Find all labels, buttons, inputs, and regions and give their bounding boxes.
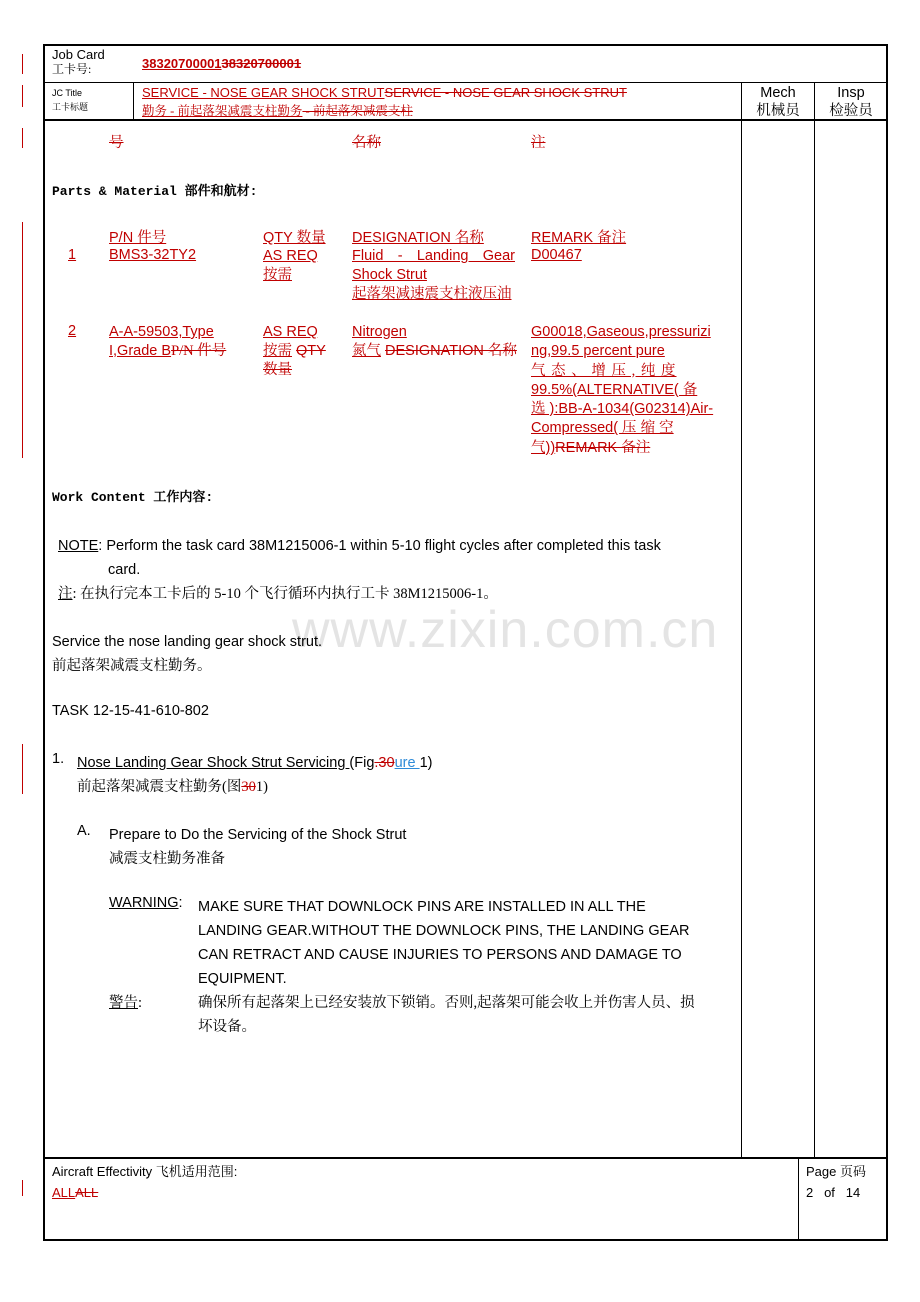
insp-column-header: Insp 检验员 (829, 85, 873, 119)
warning-text: MAKE SURE THAT DOWNLOCK PINS ARE INSTALLED IN ALL THE LANDING GEAR.WITHOUT THE DOWNLOCK PINS, THE LANDING GEAR CAN RETRACT AND CAUSE INJURIES TO PERSONS AND DAMAGE TO EQUIPMENT. (198, 899, 690, 987)
carryover-col3: 注 (531, 135, 546, 151)
revision-bar (22, 85, 23, 107)
part-row-number: 2 (68, 323, 77, 339)
part-pn: BMS3-32TY2 (109, 247, 197, 263)
note: NOTE: Perform the task card 38M1215006-1 within 5-10 flight cycles after completed this task card. 注: 在执行完本工卡后的 5-10 个飞行循环内执行工卡 38M1215006-1。 (58, 538, 661, 602)
part-qty: AS REQ 按需 QTY 数量 (263, 324, 326, 378)
col-remark-header: REMARK 备注 (531, 230, 627, 246)
warning-cn-text: 确保所有起落架上已经安装放下锁销。否则,起落架可能会收上并伤害人员、损 坏设备。 (198, 995, 695, 1035)
carryover-col1: 号 (109, 135, 124, 151)
col-pn-header: P/N 件号 (109, 230, 167, 246)
warning-label: WARNING: (109, 895, 183, 911)
revision-bar (22, 744, 23, 794)
part-designation: Nitrogen 氮气 DESIGNATION 名称 (352, 324, 517, 359)
revision-bar (22, 1180, 23, 1196)
step-a-title: Prepare to Do the Servicing of the Shock Strut 减震支柱勤务准备 (109, 827, 407, 867)
step-a-number: A. (77, 823, 91, 839)
jc-title: SERVICE - NOSE GEAR SHOCK STRUTSERVICE - NOSE GEAR SHOCK STRUT 勤务 - 前起落架减震支柱勤务 - 前起落架减震支柱 (142, 85, 627, 118)
jc-title-label: JC Title 工卡标题 (52, 88, 89, 112)
part-qty: AS REQ 按需 (263, 248, 318, 283)
job-card-number: 3832070000138320700001 (142, 56, 302, 71)
revision-bar (22, 54, 23, 74)
warning-cn-label: 警告: (109, 995, 143, 1011)
carryover-col2: 名称 (352, 135, 381, 151)
step-1-title: Nose Landing Gear Shock Strut Servicing (Fig.30ure 1) 前起落架减震支柱勤务(图301) (77, 755, 433, 795)
step-1-number: 1. (52, 751, 65, 767)
col-qty-header: QTY 数量 (263, 230, 326, 246)
mech-column-header: Mech 机械员 (756, 85, 800, 119)
aircraft-effectivity: Aircraft Effectivity 飞机适用范围: ALLALL (52, 1164, 238, 1200)
part-row-number: 1 (68, 247, 77, 263)
work-content-heading: Work Content 工作内容: (52, 490, 214, 505)
service-description: Service the nose landing gear shock strut. 前起落架减震支柱勤务。 (52, 634, 323, 674)
col-designation-header: DESIGNATION 名称 (352, 230, 484, 246)
job-card-label: Job Card 工卡号: (52, 47, 105, 76)
part-pn: A-A-59503,Type I,Grade BP/N 件号 (109, 324, 227, 359)
page-number: Page 页码 2 of 14 (806, 1164, 866, 1200)
part-designation: Fluid - Landing Gear Shock Strut 起落架减速震支柱液压油 (352, 248, 515, 302)
task-reference: TASK 12-15-41-610-802 (52, 703, 209, 719)
revision-bar (22, 128, 23, 148)
revision-bar (22, 222, 23, 458)
parts-heading: Parts & Material 部件和航材: (52, 184, 258, 199)
watermark: www.zixin.com.cn (292, 601, 719, 659)
part-remark: D00467 (531, 247, 582, 263)
part-remark: G00018,Gaseous,pressurizi ng,99.5 percent pure 气 态 、 增 压 , 纯 度 99.5%(ALTERNATIVE( 备 选 ):BB-A-1034(G02314)Air- Compressed( 压 缩 空 气))REMARK 备注 (531, 324, 714, 456)
